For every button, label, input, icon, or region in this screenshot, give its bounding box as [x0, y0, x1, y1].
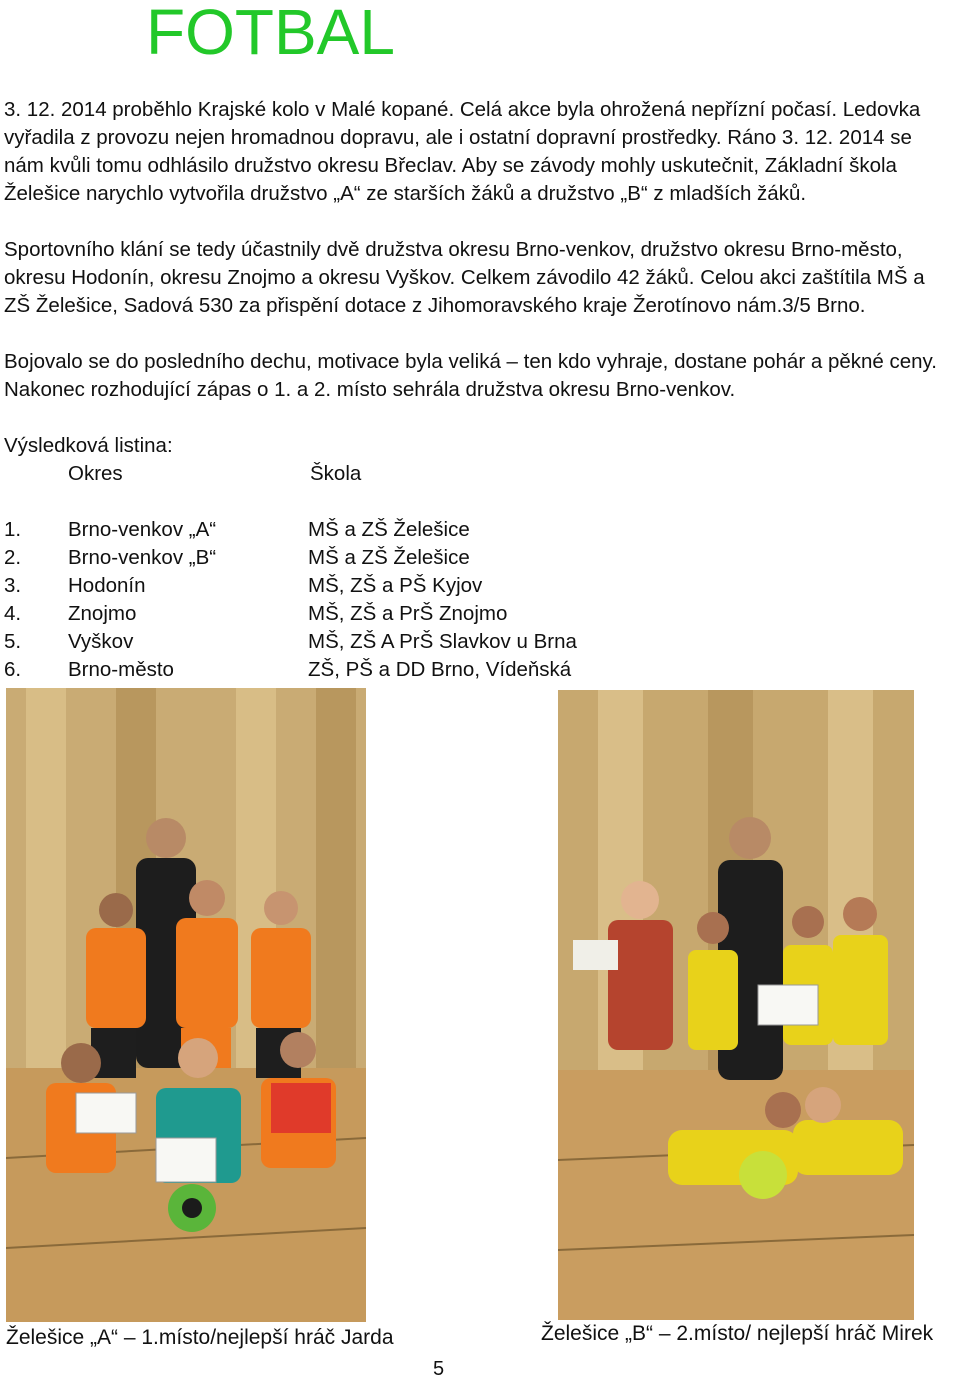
team-a-photo-illustration	[6, 688, 366, 1322]
results-row	[4, 628, 704, 656]
result-okres: Brno-město	[68, 658, 174, 681]
result-rank: 4.	[4, 602, 22, 625]
result-skola: MŠ, ZŠ a PrŠ Znojmo	[308, 602, 508, 625]
result-skola: MŠ a ZŠ Želešice	[308, 546, 470, 569]
results-heading: Výsledková listina:	[4, 434, 173, 457]
result-rank: 1.	[4, 518, 22, 541]
result-skola: MŠ, ZŠ A PrŠ Slavkov u Brna	[308, 630, 577, 653]
page-number: 5	[433, 1358, 445, 1380]
team-b-photo-illustration	[558, 690, 914, 1320]
team-a-caption: Želešice „A“ – 1.místo/nejlepší hráč Jarda	[6, 1326, 394, 1349]
result-skola: MŠ, ZŠ a PŠ Kyjov	[308, 574, 483, 597]
result-rank: 5.	[4, 630, 22, 653]
result-okres: Hodonín	[68, 574, 146, 597]
result-rank: 2.	[4, 546, 22, 569]
results-column-skola: Škola	[310, 462, 362, 485]
team-b-photo	[558, 690, 914, 1320]
result-skola: ZŠ, PŠ a DD Brno, Vídeňská	[308, 658, 572, 681]
results-row	[4, 516, 704, 544]
result-okres: Vyškov	[68, 630, 134, 653]
results-row	[4, 544, 704, 572]
team-b-caption: Želešice „B“ – 2.místo/ nejlepší hráč Mirek	[541, 1322, 934, 1345]
results-row	[4, 600, 704, 628]
team-a-photo	[6, 688, 366, 1322]
result-okres: Znojmo	[68, 602, 137, 625]
result-okres: Brno-venkov „A“	[68, 518, 217, 541]
page-title: FOTBAL	[146, 0, 395, 68]
results-table	[4, 516, 704, 684]
intro-paragraph: 3. 12. 2014 proběhlo Krajské kolo v Malé kopané. Celá akce byla ohrožená nepřízní počasí. Ledovka vyřadila z provozu nejen hromadnou dopravu, ale i ostatní dopravní prostředky. Ráno 3. 12. 2014 se nám kvůli tomu odhlásilo družstvo okresu Břeclav. Aby se závody mohly uskutečnit, Základní škola Želešice narychlo vytvořila družstvo „A“ ze starších žáků a družstvo „B“ z mladších žáků.	[4, 98, 921, 205]
result-rank: 6.	[4, 658, 22, 681]
result-rank: 3.	[4, 574, 22, 597]
results-column-okres: Okres	[68, 462, 123, 485]
participants-paragraph: Sportovního klání se tedy účastnily dvě družstva okresu Brno-venkov, družstvo okresu Brno-město, okresu Hodonín, okresu Znojmo a okresu Vyškov. Celkem závodilo 42 žáků. Celou akci zaštítila MŠ a ZŠ Želešice, Sadová 530 za přispění dotace z Jihomoravského kraje Žerotínovo nám.3/5 Brno.	[4, 238, 925, 317]
final-paragraph: Bojovalo se do posledního dechu, motivace byla veliká – ten kdo vyhraje, dostane pohár a pěkné ceny. Nakonec rozhodující zápas o 1. a 2. místo sehrála družstva okresu Brno-venkov.	[4, 350, 937, 401]
results-row	[4, 572, 704, 600]
result-skola: MŠ a ZŠ Želešice	[308, 518, 470, 541]
result-okres: Brno-venkov „B“	[68, 546, 217, 569]
results-row	[4, 656, 704, 684]
